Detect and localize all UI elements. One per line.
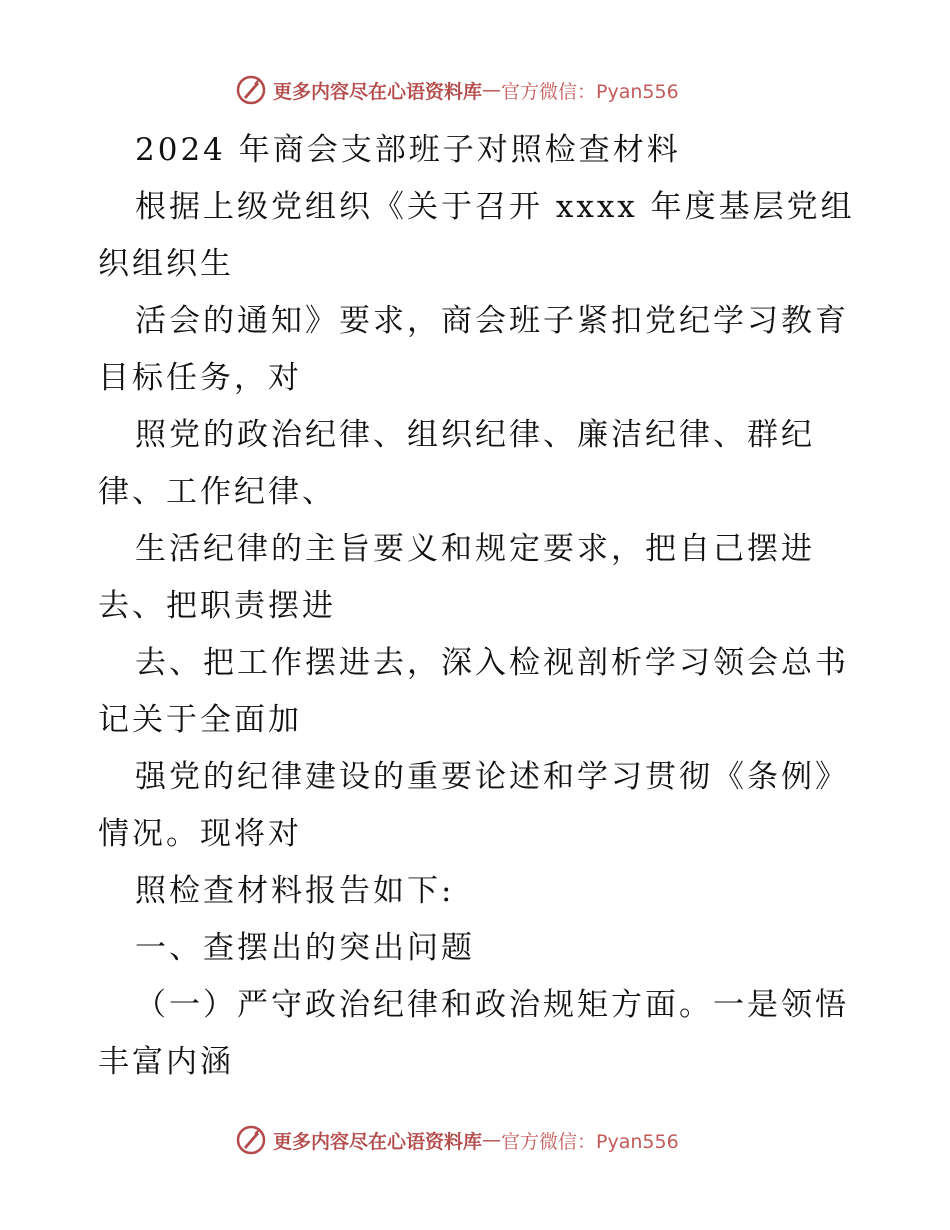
watermark-wechat: 官方微信：Pyan556	[501, 1130, 679, 1153]
paragraph-line: 目标任务，对	[98, 360, 302, 396]
quill-logo-icon	[235, 1124, 267, 1156]
paragraph-line: 律、工作纪律、	[98, 474, 336, 510]
paragraph-line: 丰富内涵	[98, 1044, 234, 1080]
paragraph-line: 活会的通知》要求，商会班子紧扣党纪学习教育	[135, 303, 849, 339]
paragraph-line: 去、把职责摆进	[98, 588, 336, 624]
watermark-separator: —	[482, 1129, 502, 1151]
watermark-footer	[235, 1123, 679, 1157]
section-heading: 一、查摆出的突出问题	[135, 930, 475, 966]
paragraph-line: 照检查材料报告如下:	[135, 873, 455, 909]
paragraph-line: 生活纪律的主旨要义和规定要求，把自己摆进	[135, 531, 815, 567]
document-title: 2024 年商会支部班子对照检查材料	[135, 132, 681, 168]
paragraph-line: 照党的政治纪律、组织纪律、廉洁纪律、群纪	[135, 417, 815, 453]
watermark-brand: 更多内容尽在心语资料库	[273, 1130, 483, 1153]
paragraph-line: 记关于全面加	[98, 702, 302, 738]
paragraph-line: 去、把工作摆进去，深入检视剖析学习领会总书	[135, 645, 849, 681]
watermark-separator: —	[482, 79, 502, 101]
watermark-header	[235, 73, 679, 107]
watermark-wechat: 官方微信：Pyan556	[501, 80, 679, 103]
paragraph-line: 强党的纪律建设的重要论述和学习贯彻《条例》	[135, 759, 849, 795]
watermark-brand: 更多内容尽在心语资料库	[273, 80, 483, 103]
quill-logo-icon	[235, 74, 267, 106]
subsection-line: （一）严守政治纪律和政治规矩方面。一是领悟	[135, 987, 849, 1023]
paragraph-line: 情况。现将对	[98, 816, 302, 852]
paragraph-line: 根据上级党组织《关于召开 xxxx 年度基层党组	[135, 189, 855, 225]
paragraph-line: 织组织生	[98, 246, 234, 282]
